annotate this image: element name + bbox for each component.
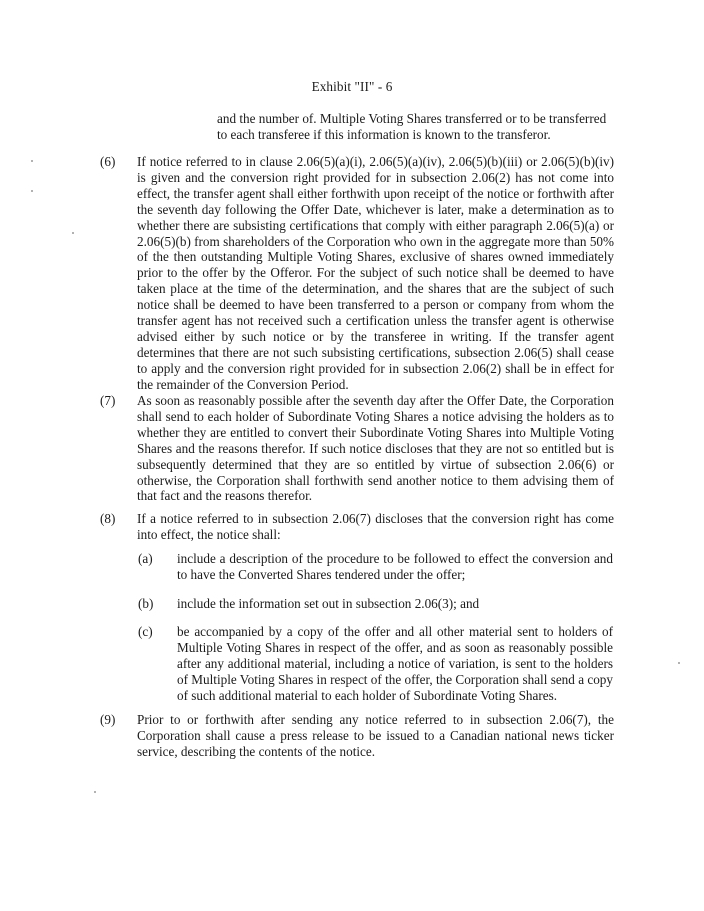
scan-speck [31, 190, 33, 192]
item-label-c: (c) [138, 624, 153, 639]
continuation-text: and the number of. Multiple Voting Shares transferred or to be transferred to each transferee if this information is known to the transferor. [217, 111, 607, 142]
item-label-b: (b) [138, 596, 154, 611]
page-header: Exhibit "II" - 6 [311, 79, 393, 94]
scan-speck [678, 662, 680, 664]
scan-speck [31, 160, 33, 162]
paragraph-number-7: (7) [100, 393, 116, 408]
item-b-text: include the information set out in subsection 2.06(3); and [177, 596, 480, 611]
paragraph-number-9: (9) [100, 712, 116, 727]
scan-speck [94, 791, 96, 793]
paragraph-6-text: If notice referred to in clause 2.06(5)(a)(i), 2.06(5)(a)(iv), 2.06(5)(b)(iii) or 2.06(5)(b)(iv) is given and the conversion right provided for in subsection 2.06(2) has not come into effect, the transfer agent shall either forthwith upon receipt of the notice or forthwith after the seventh day following the Offer Date, whichever is later, make a determination as to whether there are subsisting certifications that comply with either paragraph 2.06(5)(a) or 2.06(5)(b) from shareholders of the Corporation who own in the aggregate more than 50% of the then outstanding Multiple Voting Shares, exclusive of shares owned immediately prior to the offer by the Offeror. For the subject of such notice shall be deemed to have taken place at the time of the determination, and the shares that are the subject of such notice shall be deemed to have been transferred to a person or company from whom the transfer agent has not received such a certification unless the transfer agent is otherwise advised either by such notice or by the transferee in writing. If the transfer agent determines that there are not such subsisting certifications, subsection 2.06(5) shall cease to apply and the conversion right provided for in subsection 2.06(2) shall be in effect for the remainder of the Conversion Period. [137, 154, 614, 392]
paragraph-7-text: As soon as reasonably possible after the seventh day after the Offer Date, the Corporation shall send to each holder of Subordinate Voting Shares a notice advising the holders as to whether they are entitled to convert their Subordinate Voting Shares into Multiple Voting Shares and the reasons therefor. If such notice discloses that they are not so entitled but is subsequently determined that they are so entitled by virtue of subsection 2.06(6) or otherwise, the Corporation shall forthwith send another notice to them advising them of that fact and the reasons therefor. [137, 393, 614, 504]
item-c-text: be accompanied by a copy of the offer and all other material sent to holders of Multiple Voting Shares in respect of the offer, and as soon as reasonably possible after any additional material, including a notice of variation, is sent to the holders of Multiple Voting Shares in respect of the offer, the Corporation shall send a copy of such additional material to each holder of Subordinate Voting Shares. [177, 624, 613, 703]
paragraph-9-text: Prior to or forthwith after sending any notice referred to in subsection 2.06(7), the Corporation shall cause a press release to be issued to a Canadian national news ticker service, describing the contents of the notice. [137, 712, 614, 759]
item-a-text: include a description of the procedure to be followed to effect the conversion and to have the Converted Shares tendered under the offer; [177, 551, 613, 582]
paragraph-8-text: If a notice referred to in subsection 2.06(7) discloses that the conversion right has come into effect, the notice shall: [137, 511, 614, 542]
paragraph-number-8: (8) [100, 511, 116, 526]
scan-speck [72, 232, 74, 234]
paragraph-number-6: (6) [100, 154, 116, 169]
item-label-a: (a) [138, 551, 153, 566]
